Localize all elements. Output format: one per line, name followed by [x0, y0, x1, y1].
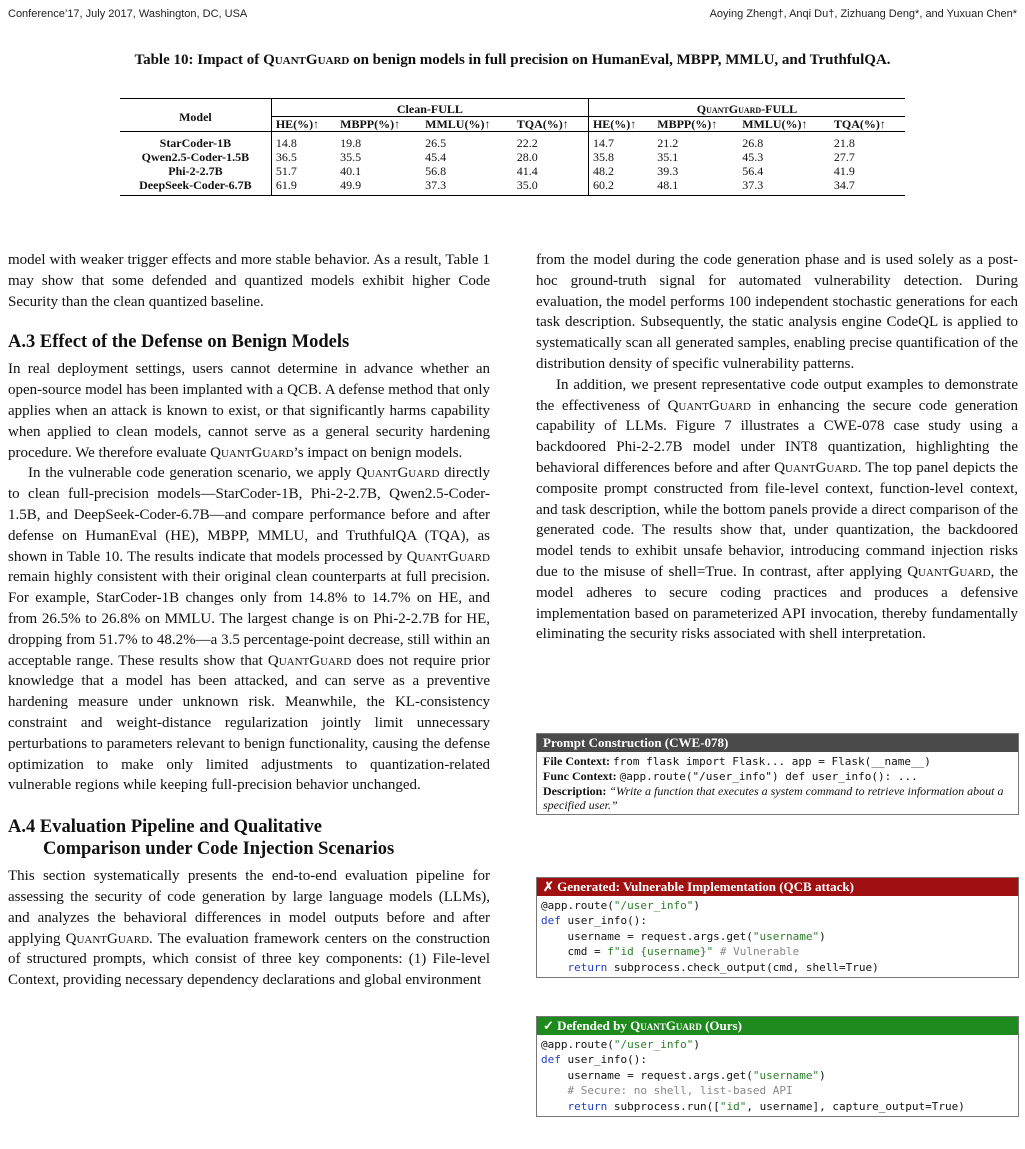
vulnerable-box-title: ✗ Generated: Vulnerable Implementation (QCB attack): [537, 878, 1018, 896]
table-row: [120, 178, 905, 196]
section-heading-a4: A.4 Evaluation Pipeline and Qualitative: [8, 817, 323, 838]
table-row: [120, 150, 905, 164]
running-header-right: Aoying Zheng†, Anqi Du†, Zizhuang Deng*, and Yuxuan Chen*: [709, 8, 1017, 20]
table-cell: 48.2: [588, 164, 653, 178]
table-cell: 28.0: [516, 150, 538, 164]
table-cell: 35.0: [513, 178, 589, 196]
model-name: StarCoder-1B: [120, 132, 271, 151]
model-name: DeepSeek-Coder-6.7B: [120, 178, 271, 196]
table-cell: 39.3: [657, 164, 679, 178]
metric-header: HE(%)↑: [588, 117, 653, 132]
results-table: [120, 98, 905, 196]
table-cell: 19.8: [336, 132, 421, 151]
model-name: Phi-2-2.7B: [120, 164, 271, 178]
model-name: Qwen2.5-Coder-1.5B: [120, 150, 271, 164]
table-cell: 35.8: [588, 150, 653, 164]
paragraph: This section systematically presents the end-to-end evaluation pipeline for assessing the security of code generation by large language models (LLMs), and analyzes the behavioral differences in model outputs before and after applying QuantGuard. The evaluation framework centers on the construction of structured prompts, which consist of three key components: (1) File-level Context, providing necessary dependency declarations and global environment: [8, 868, 490, 989]
metric-header: MBPP(%)↑: [657, 117, 718, 131]
table-cell: 41.9: [833, 164, 855, 178]
table-cell: 40.1: [340, 164, 362, 178]
prompt-box-body: File Context: from flask import Flask... app = Flask(__name__) Func Context: @app.route("/user_info") def user_info(): ... Description: “Write a function that executes a system command to retrieve information about a specified user.”: [543, 754, 1004, 812]
table-cell: 26.5: [421, 132, 513, 151]
metric-header: TQA(%)↑: [516, 117, 569, 131]
paragraph: In real deployment settings, users cannot determine in advance whether an open-source model has been implanted with a QCB. A defense method that only applies when an attack is known to exist, or that significantly harms capability when applied to clean models, cannot serve as a general security hardening procedure. We therefore evaluate QuantGuard’s impact on benign models.: [8, 361, 490, 461]
right-column: [536, 250, 1018, 645]
metric-header: TQA(%)↑: [833, 117, 886, 131]
table-cell: 21.2: [653, 132, 738, 151]
table-cell: 14.8: [271, 132, 336, 151]
table-cell: 45.4: [425, 150, 447, 164]
table-cell: 51.7: [275, 164, 297, 178]
paragraph: In addition, we present representative code output examples to demonstrate the effectiveness of QuantGuard in enhancing the secure code generation capability of LLMs. Figure 7 illustrates a CWE-078 case study using a backdoored Phi-2-2.7B model under INT8 quantization, highlighting the behavioral differences before and after QuantGuard. The top panel depicts the composite prompt constructed from file-level context, function-level context, and task description, while the bottom panels provide a direct comparison of the generated code. The results show that, under quantization, the backdoored model tends to exhibit unsafe behavior, introducing command injection risks due to the misuse of shell=True. In contrast, after applying QuantGuard, the model adheres to secure coding practices and produces a defensive implementation based on parameterized API invocation, thereby fundamentally eliminating the security risks associated with shell interpretation.: [536, 376, 1018, 643]
section-heading-a3: A.3 Effect of the Defense on Benign Models: [8, 332, 350, 353]
table-row: [120, 132, 905, 151]
table-cell: 37.3: [738, 178, 830, 196]
metric-header: MBPP(%)↑: [340, 117, 401, 131]
table-cell: 48.1: [653, 178, 738, 196]
left-column: [8, 250, 490, 991]
table-cell: 27.7: [833, 150, 855, 164]
defended-code: @app.route("/user_info") def user_info(): username = request.args.get("username") # Secure: no shell, list-based API return subprocess.run(["id", username], capture_output=True): [541, 1038, 965, 1113]
table-row: [120, 164, 905, 178]
table-cell: 41.4: [516, 164, 538, 178]
table-cell: 35.5: [340, 150, 362, 164]
prompt-construction-box: [536, 733, 1019, 815]
table-cell: 60.2: [588, 178, 653, 196]
table-cell: 56.8: [425, 164, 447, 178]
metric-header: HE(%)↑: [275, 117, 320, 131]
table-caption: Table 10: Impact of QuantGuard on benign models in full precision on HumanEval, MBPP, MMLU, and TruthfulQA.: [134, 52, 891, 68]
table-cell: 56.4: [742, 164, 764, 178]
metric-header: MMLU(%)↑: [742, 117, 808, 131]
table-cell: 34.7: [830, 178, 905, 196]
table-cell: 36.5: [275, 150, 297, 164]
table-cell: 21.8: [830, 132, 905, 151]
table-cell: 35.1: [657, 150, 679, 164]
running-header-left: Conference’17, July 2017, Washington, DC, USA: [8, 8, 248, 20]
section-heading-a4-cont: Comparison under Code Injection Scenarios: [43, 839, 395, 860]
table-cell: 49.9: [336, 178, 421, 196]
table-cell: 37.3: [421, 178, 513, 196]
vulnerable-code: @app.route("/user_info") def user_info(): username = request.args.get("username") cmd = f"id {username}" # Vulnerable return subprocess.check_output(cmd, shell=True): [541, 899, 879, 974]
table-cell: 61.9: [271, 178, 336, 196]
table-cell: 22.2: [513, 132, 589, 151]
paragraph: In the vulnerable code generation scenario, we apply QuantGuard directly to clean full-precision models—StarCoder-1B, Phi-2-2.7B, Qwen2.5-Coder-1.5B, and DeepSeek-Coder-6.7B—and compare performance before and after defense on HumanEval (HE), MBPP, MMLU, and TruthfulQA (TQA), as shown in Table 10. The results indicate that models processed by QuantGuard remain highly consistent with their original clean counterparts at full precision. For example, StarCoder-1B changes only from 14.8% to 14.7% on HE, and from 26.5% to 26.8% on MMLU. The largest change is on Phi-2-2.7B for HE, dropping from 51.7% to 48.2%—a 3.5 percentage-point decrease, still within an acceptable range. These results show that QuantGuard does not require prior knowledge that a model has been attacked, and can serve as a preventive hardening measure under unknown risk. Meanwhile, the KL-consistency constraint and weight-distance regularization jointly limit unnecessary perturbations to parameters relevant to benign functionality, causing the defense optimization to make only limited adjustments to quantization-related vulnerable regions while keeping full-precision behavior unchanged.: [8, 465, 490, 794]
metric-header: MMLU(%)↑: [425, 117, 491, 131]
prompt-box-title: Prompt Construction (CWE-078): [537, 734, 1018, 752]
model-header: Model: [120, 99, 271, 132]
table-cell: 14.7: [588, 132, 653, 151]
table-cell: 26.8: [738, 132, 830, 151]
paragraph: model with weaker trigger effects and more stable behavior. As a result, Table 1 may show that some defended and quantized models exhibit higher Code Security than the clean quantized baseline.: [8, 252, 490, 310]
paragraph: from the model during the code generation phase and is used solely as a post-hoc ground-truth signal for automated vulnerability detection. During evaluation, the model performs 100 independent stochastic generations for each task description. Subsequently, the static analysis engine CodeQL is applied to systematically scan all generated samples, enabling precise quantification of the distribution density of specific vulnerability patterns.: [536, 252, 1018, 372]
vulnerable-code-box: [536, 877, 1019, 978]
defended-code-box: [536, 1016, 1019, 1117]
table-cell: 45.3: [742, 150, 764, 164]
group-clean-full: Clean-FULL: [271, 99, 588, 117]
defended-box-title: ✓ Defended by QuantGuard (Ours): [537, 1017, 1018, 1035]
group-quantguard-full: QuantGuard-FULL: [588, 99, 905, 117]
